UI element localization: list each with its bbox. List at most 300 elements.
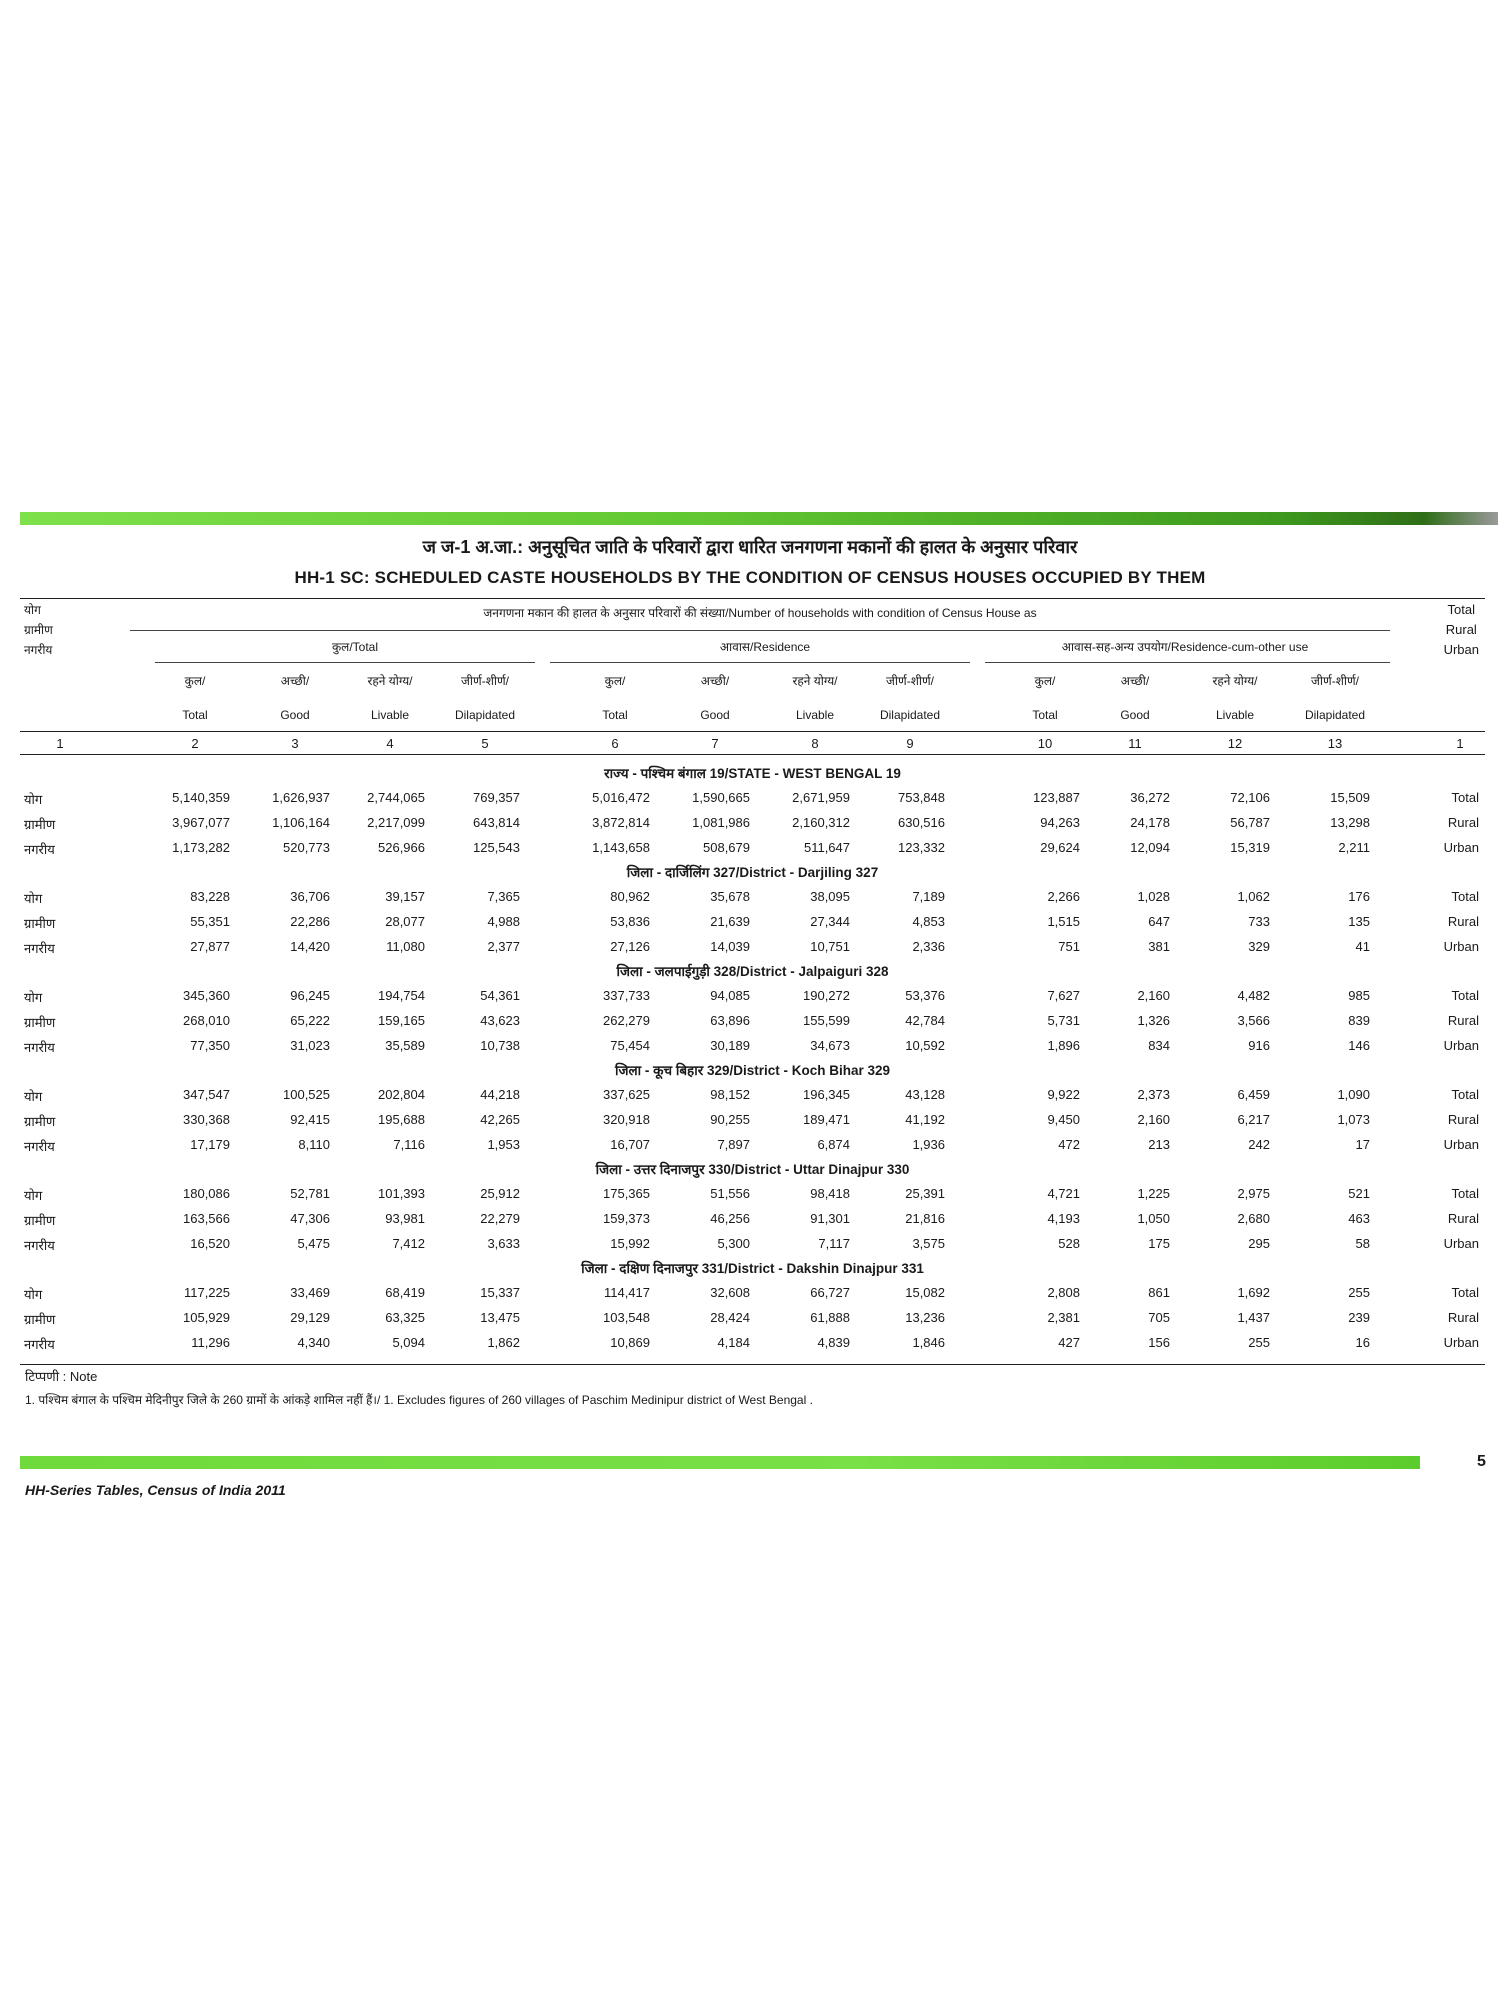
table-cell: 135	[1348, 914, 1370, 929]
table-cell: 96,245	[290, 988, 330, 1003]
table-cell: 2,744,065	[367, 790, 425, 805]
table-cell: 1,090	[1337, 1087, 1370, 1102]
table-cell: 14,039	[710, 939, 750, 954]
table-cell: 1,028	[1137, 889, 1170, 904]
row-label-hindi: नगरीय	[24, 941, 55, 956]
group-residence: आवास/Residence	[719, 640, 811, 654]
col-head-en-7: Good	[700, 708, 730, 722]
row-label-english: Urban	[1443, 1038, 1479, 1053]
table-cell: 1,896	[1047, 1038, 1080, 1053]
table-cell: 63,325	[385, 1310, 425, 1325]
row-label-hindi: योग	[24, 1287, 43, 1302]
table-cell: 10,751	[810, 939, 850, 954]
row-label-hindi: योग	[24, 891, 43, 906]
table-cell: 1,953	[487, 1137, 520, 1152]
table-cell: 29,129	[290, 1310, 330, 1325]
table-cell: 63,896	[710, 1013, 750, 1028]
table-row	[20, 1034, 1485, 1059]
row-label-hindi: ग्रामीण	[24, 916, 56, 931]
right-header-rural: Rural	[1445, 622, 1477, 637]
col-head-hi-12: रहने योग्य/	[1212, 674, 1258, 688]
table-cell: 7,412	[392, 1236, 425, 1251]
table-cell: 647	[1148, 914, 1170, 929]
table-cell: 15,337	[480, 1285, 520, 1300]
table-cell: 2,211	[1338, 840, 1370, 855]
table-cell: 6,459	[1237, 1087, 1270, 1102]
table-cell: 521	[1348, 1186, 1370, 1201]
table-cell: 4,988	[487, 914, 520, 929]
table-cell: 91,301	[810, 1211, 850, 1226]
table-cell: 7,365	[487, 889, 520, 904]
table-cell: 38,095	[810, 889, 850, 904]
table-cell: 51,556	[710, 1186, 750, 1201]
table-cell: 705	[1148, 1310, 1170, 1325]
table-cell: 53,836	[610, 914, 650, 929]
table-cell: 520,773	[283, 840, 330, 855]
table-cell: 156	[1148, 1335, 1170, 1350]
table-cell: 44,218	[480, 1087, 520, 1102]
table-cell: 65,222	[290, 1013, 330, 1028]
top-green-bar	[20, 512, 1498, 525]
col-head-en-11: Good	[1120, 708, 1150, 722]
table-cell: 196,345	[803, 1087, 850, 1102]
section-title: जिला - दार्जिलिंग 327/District - Darjiling 327	[626, 865, 879, 880]
table-cell: 189,471	[803, 1112, 850, 1127]
column-number: 4	[386, 736, 394, 751]
table-row	[20, 1133, 1485, 1158]
table-cell: 2,373	[1137, 1087, 1170, 1102]
row-label-hindi: योग	[24, 792, 43, 807]
table-cell: 526,966	[378, 840, 425, 855]
group-rco-rule	[985, 662, 1390, 663]
table-cell: 268,010	[183, 1013, 230, 1028]
table-cell: 77,350	[190, 1038, 230, 1053]
table-cell: 159,165	[378, 1013, 425, 1028]
table-cell: 834	[1148, 1038, 1170, 1053]
table-cell: 28,424	[710, 1310, 750, 1325]
table-cell: 190,272	[803, 988, 850, 1003]
table-cell: 381	[1148, 939, 1170, 954]
table-row	[20, 1182, 1485, 1207]
table-cell: 4,184	[717, 1335, 750, 1350]
table-row	[20, 1232, 1485, 1257]
table-row	[20, 1009, 1485, 1034]
table-cell: 4,721	[1047, 1186, 1080, 1201]
column-number: 11	[1128, 736, 1142, 751]
table-row	[20, 1306, 1485, 1331]
table-cell: 916	[1248, 1038, 1270, 1053]
footer-text: HH-Series Tables, Census of India 2011	[25, 1482, 286, 1498]
col-head-hi-7: अच्छी/	[700, 674, 730, 688]
table-cell: 3,633	[487, 1236, 520, 1251]
col-head-hi-13: जीर्ण-शीर्ण/	[1311, 674, 1359, 688]
row-label-hindi: ग्रामीण	[24, 1114, 56, 1129]
table-cell: 427	[1058, 1335, 1080, 1350]
col-head-hi-2: कुल/	[184, 674, 206, 688]
section-title: जिला - जलपाईगुड़ी 328/District - Jalpaiguri 328	[616, 964, 889, 979]
table-cell: 58	[1355, 1236, 1370, 1251]
table-cell: 100,525	[283, 1087, 330, 1102]
note-title: टिप्पणी : Note	[25, 1369, 98, 1384]
table-cell: 769,357	[473, 790, 520, 805]
table-cell: 10,738	[480, 1038, 520, 1053]
table-cell: 6,874	[817, 1137, 850, 1152]
col-head-en-4: Livable	[370, 708, 410, 722]
table-cell: 43,128	[905, 1087, 945, 1102]
row-label-english: Urban	[1443, 1335, 1479, 1350]
table-cell: 43,623	[480, 1013, 520, 1028]
table-cell: 22,286	[290, 914, 330, 929]
table-cell: 320,918	[603, 1112, 650, 1127]
table-cell: 61,888	[810, 1310, 850, 1325]
col-head-hi-5: जीर्ण-शीर्ण/	[461, 674, 509, 688]
table-cell: 1,050	[1137, 1211, 1170, 1226]
table-cell: 1,692	[1237, 1285, 1270, 1300]
right-header	[1444, 600, 1479, 660]
left-header-urban: नगरीय	[24, 643, 53, 657]
table-cell: 47,306	[290, 1211, 330, 1226]
table-row	[20, 811, 1485, 836]
table-cell: 528	[1058, 1236, 1080, 1251]
table-cell: 4,482	[1237, 988, 1270, 1003]
table-cell: 3,967,077	[172, 815, 230, 830]
row-label-english: Urban	[1443, 939, 1479, 954]
table-cell: 2,808	[1047, 1285, 1080, 1300]
section-title: जिला - कूच बिहार 329/District - Koch Bihar 329	[614, 1063, 891, 1078]
table-cell: 17,179	[190, 1137, 230, 1152]
table-cell: 13,236	[905, 1310, 945, 1325]
table-cell: 27,126	[610, 939, 650, 954]
table-cell: 8,110	[298, 1137, 330, 1152]
table-cell: 4,340	[297, 1335, 330, 1350]
table-cell: 175	[1148, 1236, 1170, 1251]
table-cell: 9,922	[1047, 1087, 1080, 1102]
group-residence-cum-other-use: आवास-सह-अन्य उपयोग/Residence-cum-other use	[1061, 640, 1309, 654]
row-label-hindi: ग्रामीण	[24, 817, 56, 832]
column-number: 10	[1037, 736, 1053, 751]
table-cell: 1,862	[487, 1335, 520, 1350]
column-number: 6	[611, 736, 619, 751]
table-cell: 92,415	[290, 1112, 330, 1127]
table-cell: 643,814	[473, 815, 520, 830]
table-cell: 4,839	[817, 1335, 850, 1350]
table-title-hindi: ज ज-1 अ.जा.: अनुसूचित जाति के परिवारों द्वारा धारित जनगणना मकानों की हालत के अनुसार परिवार	[422, 537, 1078, 557]
table-cell: 24,178	[1130, 815, 1170, 830]
table-cell: 46,256	[710, 1211, 750, 1226]
column-number: 3	[291, 736, 299, 751]
table-cell: 5,094	[392, 1335, 425, 1350]
table-row	[20, 1331, 1485, 1356]
table-cell: 472	[1058, 1137, 1080, 1152]
row-label-hindi: नगरीय	[24, 1040, 55, 1055]
table-cell: 11,296	[191, 1335, 230, 1350]
table-cell: 15,319	[1230, 840, 1270, 855]
group-total: कुल/Total	[331, 640, 379, 654]
table-cell: 55,351	[190, 914, 230, 929]
table-cell: 98,152	[710, 1087, 750, 1102]
table-cell: 751	[1058, 939, 1080, 954]
row-label-english: Rural	[1447, 1211, 1479, 1226]
group-residence-rule	[550, 662, 970, 663]
group-total-rule	[155, 662, 535, 663]
table-cell: 68,419	[385, 1285, 425, 1300]
table-cell: 31,023	[290, 1038, 330, 1053]
table-cell: 163,566	[183, 1211, 230, 1226]
table-cell: 28,077	[385, 914, 425, 929]
left-header-total: योग	[24, 603, 41, 617]
table-cell: 25,912	[480, 1186, 520, 1201]
row-label-hindi: योग	[24, 1089, 43, 1104]
row-label-hindi: योग	[24, 1188, 43, 1203]
column-number: 9	[906, 736, 914, 751]
table-cell: 2,160,312	[792, 815, 850, 830]
table-cell: 10,592	[905, 1038, 945, 1053]
table-cell: 1,073	[1337, 1112, 1370, 1127]
table-cell: 3,872,814	[592, 815, 650, 830]
row-label-english: Rural	[1447, 1013, 1479, 1028]
table-cell: 94,263	[1040, 815, 1080, 830]
table-cell: 985	[1348, 988, 1370, 1003]
table-cell: 2,671,959	[792, 790, 850, 805]
table-cell: 25,391	[905, 1186, 945, 1201]
table-cell: 155,599	[803, 1013, 850, 1028]
note-text: 1. पश्चिम बंगाल के पश्चिम मेदिनीपुर जिले के 260 ग्रामों के आंकड़े शामिल नहीं हैं।/ 1. Excludes figures of 260 villages of Paschim Medinipur district of West Bengal .	[25, 1393, 813, 1407]
col-head-en-9: Dilapidated	[879, 708, 941, 722]
table-cell: 21,639	[710, 914, 750, 929]
table-cell: 29,624	[1040, 840, 1080, 855]
table-cell: 511,647	[803, 840, 850, 855]
row-label-english: Rural	[1447, 815, 1479, 830]
table-cell: 202,804	[378, 1087, 425, 1102]
table-bottom-rule	[20, 1364, 1485, 1365]
table-cell: 329	[1248, 939, 1270, 954]
table-row	[20, 1108, 1485, 1133]
row-label-hindi: योग	[24, 990, 43, 1005]
table-cell: 17	[1355, 1137, 1370, 1152]
table-cell: 16	[1355, 1335, 1370, 1350]
table-cell: 93,981	[385, 1211, 425, 1226]
table-body	[20, 762, 1485, 1356]
table-cell: 1,143,658	[592, 840, 650, 855]
table-row	[20, 910, 1485, 935]
table-cell: 6,217	[1237, 1112, 1270, 1127]
table-cell: 56,787	[1230, 815, 1270, 830]
table-cell: 2,160	[1137, 1112, 1170, 1127]
table-cell: 242	[1248, 1137, 1270, 1152]
column-number: 1	[56, 736, 64, 751]
table-cell: 41,192	[905, 1112, 945, 1127]
col-head-en-10: Total	[1032, 708, 1058, 722]
table-cell: 255	[1348, 1285, 1370, 1300]
table-cell: 13,298	[1330, 815, 1370, 830]
table-cell: 33,469	[290, 1285, 330, 1300]
table-cell: 15,992	[610, 1236, 650, 1251]
table-cell: 347,547	[183, 1087, 230, 1102]
table-cell: 337,625	[603, 1087, 650, 1102]
table-row	[20, 885, 1485, 910]
table-row	[20, 984, 1485, 1009]
table-cell: 27,344	[810, 914, 850, 929]
table-cell: 2,680	[1237, 1211, 1270, 1226]
table-cell: 15,509	[1330, 790, 1370, 805]
table-cell: 30,189	[710, 1038, 750, 1053]
table-cell: 123,887	[1033, 790, 1080, 805]
table-cell: 7,897	[717, 1137, 750, 1152]
table-cell: 98,418	[810, 1186, 850, 1201]
table-cell: 80,962	[610, 889, 650, 904]
row-label-english: Total	[1451, 790, 1479, 805]
table-cell: 103,548	[603, 1310, 650, 1325]
row-label-english: Urban	[1443, 1236, 1479, 1251]
super-header: जनगणना मकान की हालत के अनुसार परिवारों की संख्या/Number of households with condition of Census House as	[483, 606, 1037, 620]
table-cell: 7,627	[1047, 988, 1080, 1003]
page-number: 5	[1477, 1453, 1486, 1470]
table-cell: 13,475	[480, 1310, 520, 1325]
table-cell: 27,877	[190, 939, 230, 954]
table-cell: 12,094	[1130, 840, 1170, 855]
table-cell: 330,368	[183, 1112, 230, 1127]
right-header-total: Total	[1447, 602, 1476, 617]
row-label-hindi: ग्रामीण	[24, 1213, 56, 1228]
table-cell: 194,754	[378, 988, 425, 1003]
table-row	[20, 1083, 1485, 1108]
left-header-rural: ग्रामीण	[24, 623, 53, 637]
table-cell: 41	[1355, 939, 1370, 954]
row-label-english: Total	[1451, 1087, 1479, 1102]
row-label-english: Urban	[1443, 840, 1479, 855]
row-label-hindi: नगरीय	[24, 1238, 55, 1253]
table-cell: 125,543	[473, 840, 520, 855]
table-row	[20, 935, 1485, 960]
table-cell: 753,848	[898, 790, 945, 805]
col-head-hi-10: कुल/	[1034, 674, 1056, 688]
table-cell: 15,082	[905, 1285, 945, 1300]
column-number-rule	[20, 754, 1485, 755]
table-cell: 4,853	[912, 914, 945, 929]
table-cell: 2,381	[1047, 1310, 1080, 1325]
col-head-en-6: Total	[602, 708, 628, 722]
table-cell: 105,929	[183, 1310, 230, 1325]
table-row	[20, 1207, 1485, 1232]
table-cell: 75,454	[610, 1038, 650, 1053]
table-cell: 11,080	[386, 939, 425, 954]
table-cell: 1,225	[1137, 1186, 1170, 1201]
row-label-english: Total	[1451, 1285, 1479, 1300]
table-cell: 5,140,359	[172, 790, 230, 805]
table-cell: 1,326	[1137, 1013, 1170, 1028]
table-cell: 21,816	[905, 1211, 945, 1226]
table-cell: 2,160	[1137, 988, 1170, 1003]
table-cell: 1,437	[1237, 1310, 1270, 1325]
table-cell: 35,678	[710, 889, 750, 904]
table-cell: 34,673	[810, 1038, 850, 1053]
table-cell: 36,706	[290, 889, 330, 904]
table-cell: 35,589	[385, 1038, 425, 1053]
table-cell: 733	[1248, 914, 1270, 929]
table-cell: 175,365	[603, 1186, 650, 1201]
table-cell: 1,846	[912, 1335, 945, 1350]
col-head-en-8: Livable	[795, 708, 835, 722]
table-cell: 42,265	[480, 1112, 520, 1127]
table-cell: 180,086	[183, 1186, 230, 1201]
table-cell: 195,688	[378, 1112, 425, 1127]
row-label-hindi: ग्रामीण	[24, 1015, 56, 1030]
section-title: जिला - दक्षिण दिनाजपुर 331/District - Dakshin Dinajpur 331	[581, 1261, 924, 1276]
table-cell: 16,707	[610, 1137, 650, 1152]
table-cell: 1,173,282	[172, 840, 230, 855]
col-head-en-2: Total	[182, 708, 208, 722]
column-number: 2	[191, 736, 199, 751]
table-cell: 5,475	[297, 1236, 330, 1251]
table-cell: 1,106,164	[272, 815, 330, 830]
table-cell: 7,116	[393, 1137, 425, 1152]
table-cell: 32,608	[710, 1285, 750, 1300]
right-header-urban: Urban	[1443, 642, 1479, 657]
column-number: 1	[1456, 736, 1464, 751]
table-cell: 7,189	[912, 889, 945, 904]
row-label-hindi: नगरीय	[24, 842, 55, 857]
table-cell: 2,217,099	[367, 815, 425, 830]
table-cell: 239	[1348, 1310, 1370, 1325]
table-cell: 262,279	[603, 1013, 650, 1028]
table-row	[20, 836, 1485, 861]
table-row	[20, 1281, 1485, 1306]
table-cell: 5,731	[1047, 1013, 1080, 1028]
column-number: 5	[481, 736, 489, 751]
row-label-english: Urban	[1443, 1137, 1479, 1152]
table-cell: 2,266	[1047, 889, 1080, 904]
col-head-en-13: Dilapidated	[1304, 708, 1366, 722]
table-cell: 72,106	[1230, 790, 1270, 805]
table-cell: 630,516	[898, 815, 945, 830]
table-cell: 53,376	[905, 988, 945, 1003]
row-label-hindi: नगरीय	[24, 1139, 55, 1154]
table-cell: 1,626,937	[272, 790, 330, 805]
table-cell: 213	[1148, 1137, 1170, 1152]
table-cell: 9,450	[1047, 1112, 1080, 1127]
row-label-english: Rural	[1447, 914, 1479, 929]
column-number: 8	[811, 736, 819, 751]
table-cell: 1,062	[1237, 889, 1270, 904]
table-cell: 1,590,665	[692, 790, 750, 805]
table-cell: 3,575	[912, 1236, 945, 1251]
row-label-hindi: नगरीय	[24, 1337, 55, 1352]
row-label-english: Total	[1451, 889, 1479, 904]
table-cell: 345,360	[183, 988, 230, 1003]
table-cell: 3,566	[1237, 1013, 1270, 1028]
table-top-rule	[20, 598, 1485, 599]
column-number: 7	[711, 736, 719, 751]
row-label-english: Total	[1451, 988, 1479, 1003]
table-cell: 5,016,472	[592, 790, 650, 805]
table-cell: 4,193	[1047, 1211, 1080, 1226]
table-cell: 90,255	[710, 1112, 750, 1127]
table-cell: 54,361	[480, 988, 520, 1003]
row-label-english: Rural	[1447, 1310, 1479, 1325]
section-title: जिला - उत्तर दिनाजपुर 330/District - Uttar Dinajpur 330	[595, 1162, 910, 1177]
table-cell: 114,417	[603, 1285, 650, 1300]
table-cell: 159,373	[603, 1211, 650, 1226]
table-cell: 2,975	[1237, 1186, 1270, 1201]
table-cell: 39,157	[385, 889, 425, 904]
col-head-hi-9: जीर्ण-शीर्ण/	[886, 674, 934, 688]
table-row	[20, 786, 1485, 811]
table-cell: 36,272	[1130, 790, 1170, 805]
row-label-english: Total	[1451, 1186, 1479, 1201]
table-cell: 14,420	[290, 939, 330, 954]
table-cell: 66,727	[810, 1285, 850, 1300]
table-title-english: HH-1 SC: SCHEDULED CASTE HOUSEHOLDS BY THE CONDITION OF CENSUS HOUSES OCCUPIED BY THEM	[294, 568, 1206, 587]
